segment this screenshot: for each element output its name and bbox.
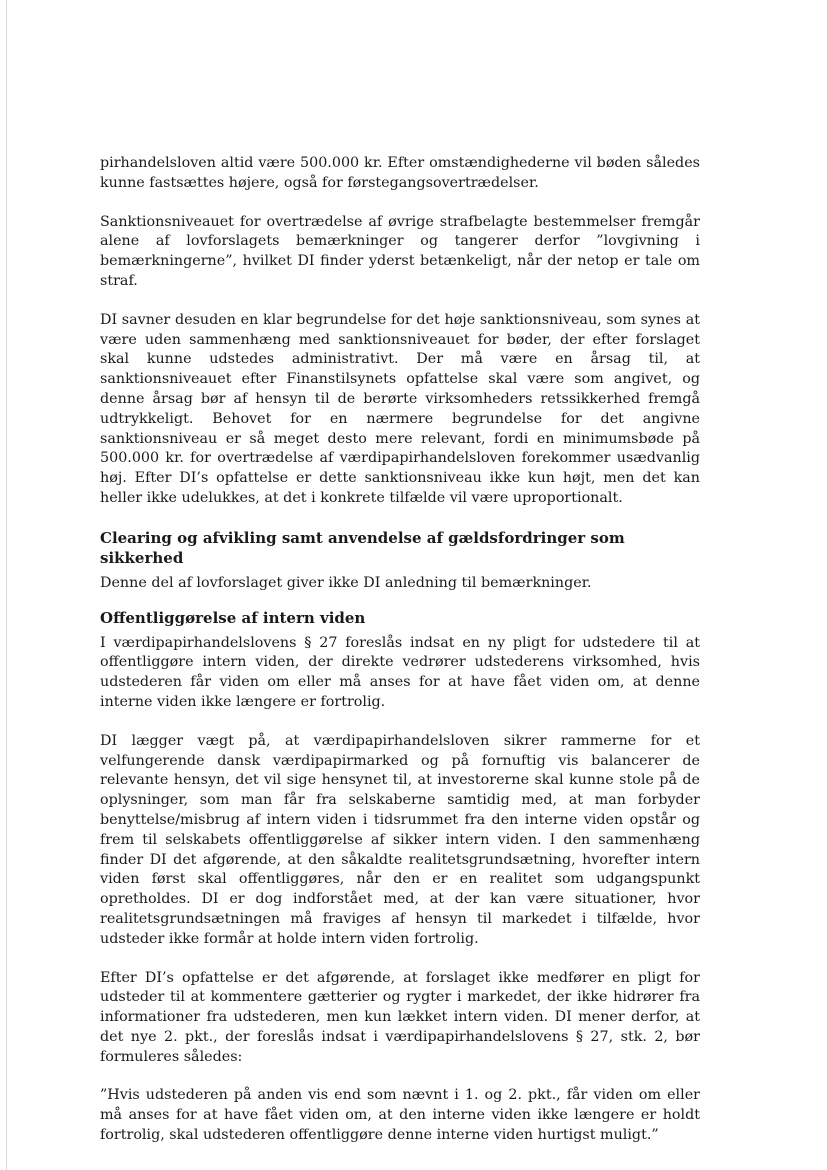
paragraph-rumours: Efter DI’s opfattelse er det afgørende, at forslaget ikke medfører en pligt for udsteder til at kommentere gætterier og rygter i markedet, der ikke hidrører fra informationer fra udstederen, men kun lækket intern viden. DI mener derfor, at det nye 2. pkt., der foreslås indsat i værdipapirhandelslovens § 27, stk. 2, bør formuleres således:	[100, 969, 700, 1065]
paragraph-sanction-justification: DI savner desuden en klar begrundelse for det høje sanktionsniveau, som synes at være uden sammenhæng med sanktionsniveauet for bøder, der efter forslaget skal kunne udstedes administrativt. Der må være en årsag til, at sanktionsniveauet efter Finanstilsynets opfattelse skal være som angivet, og denne årsag bør af hensyn til de berørte virksomheders retssikkerhed fremgå udtrykkeligt. Behovet for en nærmere begrundelse for det angivne sanktionsniveau er så meget desto mere relevant, fordi en minimumsbøde på 500.000 kr. for overtrædelse af værdipapirhandelsloven forekommer usædvanlig høj. Efter DI’s opfattelse er dette sanktionsniveau ikke kun højt, men det kan heller ikke udelukkes, at det i konkrete tilfælde vil være uproportionalt.	[100, 311, 700, 506]
paragraph-fine-level: pirhandelsloven altid være 500.000 kr. Efter omstændighederne vil bøden således kunne fastsættes højere, også for førstegangsovertrædelser.	[100, 155, 700, 191]
scan-edge-line	[6, 0, 7, 1170]
paragraph-clearing-comment: Denne del af lovforslaget giver ikke DI anledning til bemærkninger.	[100, 574, 592, 591]
document-body	[100, 154, 700, 1165]
heading-disclosure: Offentliggørelse af intern viden	[100, 608, 366, 627]
heading-clearing: Clearing og afvikling samt anvendelse af gældsfordringer som sikkerhed	[100, 528, 625, 567]
paragraph-market-balance: DI lægger vægt på, at værdipapirhandelsloven sikrer rammerne for et velfungerende dansk værdipapirmarked og på fornuftig vis balancerer de relevante hensyn, det vil sige hensynet til, at investorerne skal kunne stole på de oplysninger, som man får fra selskaberne samtidig med, at man forbyder benyttelse/misbrug af intern viden i tidsrummet fra den interne viden opstår og frem til selskabets offentliggørelse af sikker intern viden. I den sammenhæng finder DI det afgørende, at den såkaldte realitetsgrundsætning, hvorefter intern viden først skal offentliggøres, når den er en realitet som udgangspunkt opretholdes. DI er dog indforstået med, at der kan være situationer, hvor realitetsgrundsætningen må fraviges af hensyn til markedet i tilfælde, hvor udsteder ikke formår at holde intern viden fortrolig.	[100, 732, 700, 947]
paragraph-disclosure-duty: I værdipapirhandelslovens § 27 foreslås indsat en ny pligt for udstedere til at offentliggøre intern viden, der direkte vedrører udstederens virksomhed, hvis udstederen får viden om eller må anses for at have fået viden om, at denne interne viden ikke længere er fortrolig.	[100, 634, 700, 710]
paragraph-sanction-remarks: Sanktionsniveauet for overtrædelse af øvrige strafbelagte bestemmelser fremgår alene af lovforslagets bemærkninger og tangerer derfor ”lovgivning i bemærkningerne”, hvilket DI finder yderst betænkeligt, når der netop er tale om straf.	[100, 213, 700, 289]
paragraph-proposed-wording: ”Hvis udstederen på anden vis end som nævnt i 1. og 2. pkt., får viden om eller må anses for at have fået viden om, at den interne viden ikke længere er holdt fortrolig, skal udstederen offentliggøre denne interne viden hurtigst muligt.”	[100, 1087, 700, 1144]
